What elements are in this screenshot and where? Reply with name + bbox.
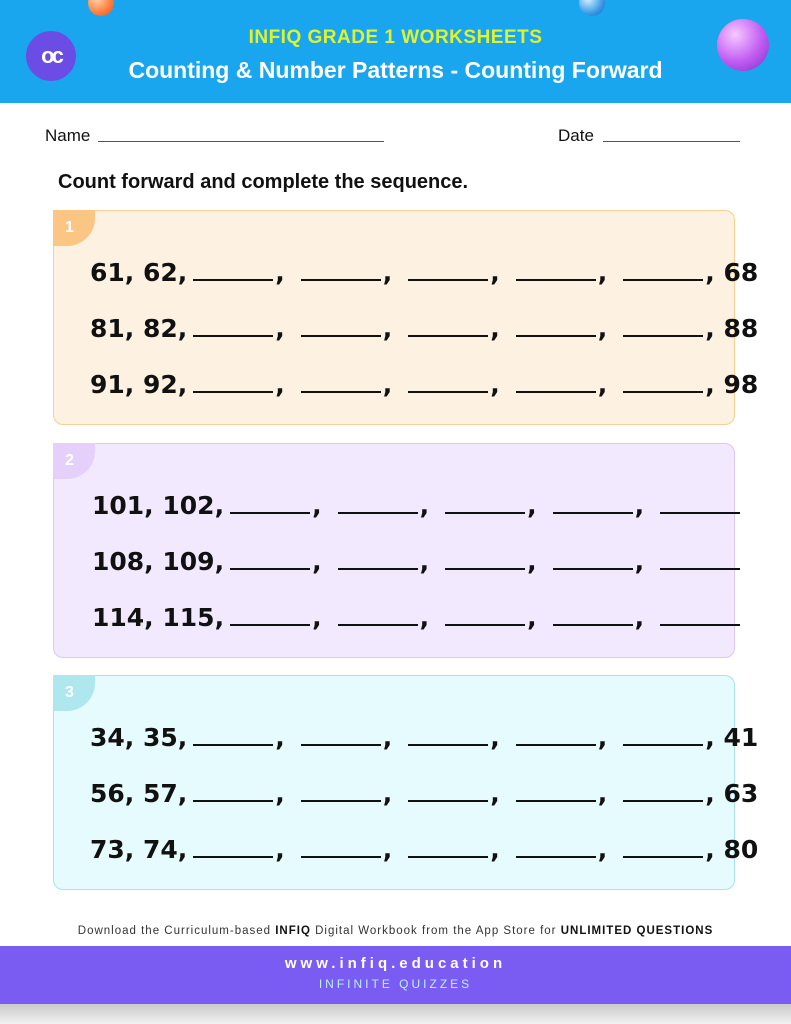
- sequence-start: 108, 109,: [92, 547, 225, 576]
- answer-blank[interactable]: [623, 744, 703, 746]
- question-box-1: [53, 210, 759, 425]
- answer-blank[interactable]: [660, 624, 740, 626]
- answer-blank[interactable]: [408, 800, 488, 802]
- answer-blank[interactable]: [338, 624, 418, 626]
- answer-blank[interactable]: [301, 391, 381, 393]
- answer-blank[interactable]: [516, 744, 596, 746]
- sequence-end: , 63: [705, 779, 759, 808]
- answer-blank[interactable]: [338, 568, 418, 570]
- answer-blank[interactable]: [445, 568, 525, 570]
- sequence-start: 101, 102,: [92, 491, 225, 520]
- sequence-row: 73, 74, , , , , , 80: [90, 835, 759, 864]
- answer-blank[interactable]: [660, 512, 740, 514]
- worksheet-title: Counting & Number Patterns - Counting Forward: [128, 57, 663, 83]
- answer-blank[interactable]: [193, 800, 273, 802]
- question-number-badge: 2: [53, 443, 95, 479]
- answer-blank[interactable]: [338, 512, 418, 514]
- answer-blank[interactable]: [193, 391, 273, 393]
- sequence-row: 34, 35, , , , , , 41: [90, 723, 759, 752]
- answer-blank[interactable]: [301, 800, 381, 802]
- sequence-start: 34, 35,: [90, 723, 188, 752]
- answer-blank[interactable]: [553, 568, 633, 570]
- answer-blank[interactable]: [193, 744, 273, 746]
- sequence-row: 101, 102, , , , ,: [92, 480, 742, 520]
- answer-blank[interactable]: [660, 568, 740, 570]
- footer-download-note: Download the Curriculum-based INFIQ Digital Workbook from the App Store for UNLIMITED QUESTIONS: [77, 925, 714, 937]
- answer-blank[interactable]: [301, 279, 381, 281]
- answer-blank[interactable]: [193, 856, 273, 858]
- worksheet-header: [0, 0, 791, 103]
- answer-blank[interactable]: [623, 800, 703, 802]
- footer-tagline: INFINITE QUIZZES: [318, 977, 473, 991]
- answer-blank[interactable]: [408, 335, 488, 337]
- answer-blank[interactable]: [516, 335, 596, 337]
- instruction-text: Count forward and complete the sequence.: [58, 171, 469, 193]
- answer-blank[interactable]: [553, 624, 633, 626]
- sequence-row: 81, 82, , , , , , 88: [90, 314, 759, 343]
- sequence-start: 73, 74,: [90, 835, 188, 864]
- header-grade-label: INFIQ GRADE 1 WORKSHEETS: [248, 27, 543, 48]
- name-label: Name: [45, 126, 91, 145]
- date-field[interactable]: [603, 141, 740, 142]
- answer-blank[interactable]: [516, 800, 596, 802]
- sequence-start: 56, 57,: [90, 779, 188, 808]
- date-label: Date: [558, 126, 594, 145]
- answer-blank[interactable]: [623, 279, 703, 281]
- answer-blank[interactable]: [301, 856, 381, 858]
- sequence-start: 114, 115,: [92, 603, 225, 632]
- sequence-row: 108, 109, , , , ,: [92, 536, 742, 576]
- name-field[interactable]: [98, 141, 384, 142]
- answer-blank[interactable]: [230, 512, 310, 514]
- question-box-3: [53, 675, 759, 890]
- sequence-row: 91, 92, , , , , , 98: [90, 370, 759, 399]
- sequence-row: 56, 57, , , , , , 63: [90, 779, 759, 808]
- answer-blank[interactable]: [408, 856, 488, 858]
- sequence-end: , 80: [705, 835, 759, 864]
- footer-url-link[interactable]: www.infiq.education: [284, 955, 507, 972]
- answer-blank[interactable]: [516, 856, 596, 858]
- answer-blank[interactable]: [230, 568, 310, 570]
- answer-blank[interactable]: [230, 624, 310, 626]
- answer-blank[interactable]: [623, 335, 703, 337]
- answer-blank[interactable]: [301, 744, 381, 746]
- sequence-end: , 68: [705, 258, 759, 287]
- answer-blank[interactable]: [553, 512, 633, 514]
- answer-blank[interactable]: [623, 391, 703, 393]
- sequence-row: 61, 62, , , , , , 68: [90, 258, 759, 287]
- sequence-start: 81, 82,: [90, 314, 188, 343]
- answer-blank[interactable]: [445, 624, 525, 626]
- question-number-badge: 1: [53, 210, 95, 246]
- answer-blank[interactable]: [193, 335, 273, 337]
- infiq-logo-icon: oc: [26, 31, 76, 81]
- answer-blank[interactable]: [623, 856, 703, 858]
- question-box-2: [53, 443, 735, 658]
- answer-blank[interactable]: [516, 279, 596, 281]
- answer-blank[interactable]: [301, 335, 381, 337]
- orange-ball-decoration: [88, 0, 114, 16]
- answer-blank[interactable]: [408, 744, 488, 746]
- bottom-shadow: [0, 1004, 791, 1024]
- sequence-start: 91, 92,: [90, 370, 188, 399]
- question-number-badge: 3: [53, 675, 95, 711]
- sequence-end: , 98: [705, 370, 759, 399]
- answer-blank[interactable]: [193, 279, 273, 281]
- sequence-end: , 88: [705, 314, 759, 343]
- answer-blank[interactable]: [408, 279, 488, 281]
- sequence-row: 114, 115, , , , ,: [92, 592, 742, 632]
- answer-blank[interactable]: [408, 391, 488, 393]
- sequence-end: , 41: [705, 723, 759, 752]
- blue-ball-decoration: [579, 0, 605, 16]
- sequence-start: 61, 62,: [90, 258, 188, 287]
- answer-blank[interactable]: [445, 512, 525, 514]
- answer-blank[interactable]: [516, 391, 596, 393]
